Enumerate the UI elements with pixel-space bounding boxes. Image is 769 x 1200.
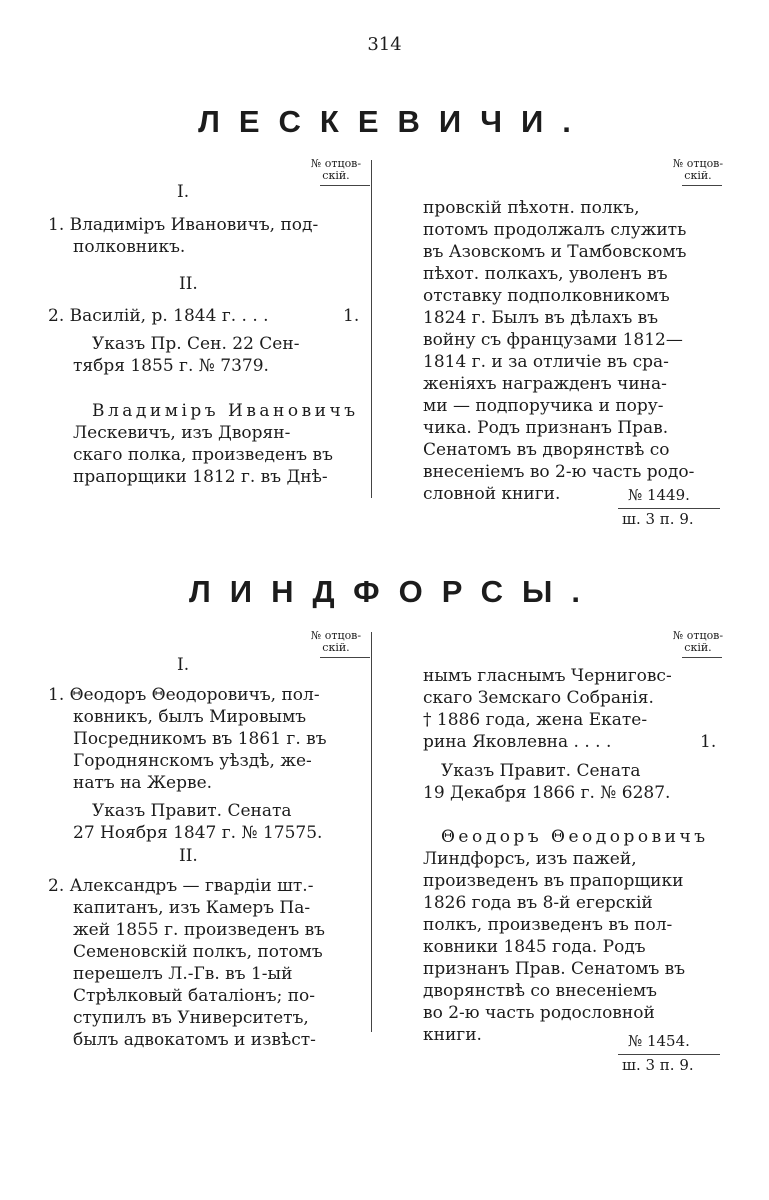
biography-line: пѣхот. полкахъ, уволенъ въ bbox=[423, 264, 668, 284]
biography-line: Сенатомъ въ дворянствѣ со bbox=[423, 440, 670, 460]
entry-line: былъ адвокатомъ и извѣст- bbox=[73, 1030, 316, 1050]
biography-line: полкъ, произведенъ въ пол- bbox=[423, 915, 673, 935]
generation-heading: II. bbox=[179, 846, 198, 866]
biography-line: Владиміръ Ивановичъ bbox=[92, 401, 359, 421]
section-title-leskevichi: ЛЕСКЕВИЧИ. bbox=[198, 104, 590, 139]
father-column-label: № отцов- скій. bbox=[672, 629, 724, 654]
generation-heading: I. bbox=[177, 182, 190, 202]
entry-line: перешелъ Л.-Гв. въ 1-ый bbox=[73, 964, 293, 984]
shelf-mark: ш. 3 п. 9. bbox=[622, 1056, 694, 1074]
shelf-mark: ш. 3 п. 9. bbox=[622, 510, 694, 528]
entry-line: Городнянскомъ уѣздѣ, же- bbox=[73, 751, 312, 771]
father-number: 1. bbox=[343, 306, 360, 326]
record-number: № 1449. bbox=[628, 486, 690, 504]
biography-line: потомъ продолжалъ служить bbox=[423, 220, 687, 240]
entry-line: натъ на Жерве. bbox=[73, 773, 213, 793]
generation-heading: II. bbox=[179, 274, 198, 294]
column-divider bbox=[371, 632, 372, 1032]
father-column-label: № отцов- скій. bbox=[310, 629, 362, 654]
father-number: 1. bbox=[700, 732, 717, 752]
section-title-lindforsy: ЛИНДФОРСЫ. bbox=[189, 574, 599, 609]
biography-line: внесеніемъ во 2-ю часть родо- bbox=[423, 462, 695, 482]
page-number: 314 bbox=[367, 34, 402, 55]
biography-line: † 1886 года, жена Екате- bbox=[423, 710, 648, 730]
biography-line: скаго полка, произведенъ въ bbox=[73, 445, 333, 465]
decree-line: Указъ Правит. Сената bbox=[92, 801, 292, 821]
column-header-rule bbox=[320, 185, 370, 186]
biography-line: нымъ гласнымъ Черниговс- bbox=[423, 666, 672, 686]
biography-line: Линдфорсъ, изъ пажей, bbox=[423, 849, 637, 869]
biography-line: провскій пѣхотн. полкъ, bbox=[423, 198, 640, 218]
biography-line: ми — подпоручика и пору- bbox=[423, 396, 664, 416]
column-header-rule bbox=[320, 657, 370, 658]
entry-line: жей 1855 г. произведенъ въ bbox=[73, 920, 325, 940]
entry-line: 1. Θеодоръ Θеодоровичъ, пол- bbox=[48, 685, 320, 705]
biography-line: 1824 г. Былъ въ дѣлахъ въ bbox=[423, 308, 659, 328]
generation-heading: I. bbox=[177, 655, 190, 675]
biography-line: во 2-ю часть родословной bbox=[423, 1003, 655, 1023]
biography-line: признанъ Прав. Сенатомъ въ bbox=[423, 959, 686, 979]
biography-line: Θеодоръ Θеодоровичъ bbox=[441, 827, 709, 847]
biography-line: дворянствѣ со внесеніемъ bbox=[423, 981, 657, 1001]
entry-line: 2. Александръ — гвардіи шт.- bbox=[48, 876, 314, 896]
biography-line: произведенъ въ прапорщики bbox=[423, 871, 684, 891]
biography-line: прапорщики 1812 г. въ Днѣ- bbox=[73, 467, 328, 487]
decree-line: 19 Декабря 1866 г. № 6287. bbox=[423, 783, 671, 803]
entry-line: 2. Василій, р. 1844 г. . . . bbox=[48, 306, 269, 326]
column-header-rule bbox=[682, 657, 722, 658]
decree-line: тября 1855 г. № 7379. bbox=[73, 356, 269, 376]
father-column-label: № отцов- скій. bbox=[672, 157, 724, 182]
entry-line: Стрѣлковый баталіонъ; по- bbox=[73, 986, 316, 1006]
biography-line: 1814 г. и за отличіе въ сра- bbox=[423, 352, 669, 372]
decree-line: 27 Ноября 1847 г. № 17575. bbox=[73, 823, 323, 843]
biography-line: Лескевичъ, изъ Дворян- bbox=[73, 423, 291, 443]
entry-line: капитанъ, изъ Камеръ Па- bbox=[73, 898, 311, 918]
record-number: № 1454. bbox=[628, 1032, 690, 1050]
decree-line: Указъ Пр. Сен. 22 Сен- bbox=[92, 334, 300, 354]
entry-line: ковникъ, былъ Мировымъ bbox=[73, 707, 307, 727]
biography-line: ковники 1845 года. Родъ bbox=[423, 937, 646, 957]
biography-line: женіяхъ награжденъ чина- bbox=[423, 374, 667, 394]
biography-line: въ Азовскомъ и Тамбовскомъ bbox=[423, 242, 687, 262]
father-column-label: № отцов- скій. bbox=[310, 157, 362, 182]
biography-line: словной книги. bbox=[423, 484, 561, 504]
biography-line: чика. Родъ признанъ Прав. bbox=[423, 418, 669, 438]
entry-line: 1. Владиміръ Ивановичъ, под- bbox=[48, 215, 319, 235]
biography-line: отставку подполковникомъ bbox=[423, 286, 670, 306]
entry-line: ступилъ въ Университетъ, bbox=[73, 1008, 309, 1028]
entry-line: Семеновскій полкъ, потомъ bbox=[73, 942, 323, 962]
biography-line: войну съ французами 1812— bbox=[423, 330, 683, 350]
biography-line: рина Яковлевна . . . . bbox=[423, 732, 612, 752]
biography-line: скаго Земскаго Собранія. bbox=[423, 688, 654, 708]
decree-line: Указъ Правит. Сената bbox=[441, 761, 641, 781]
column-header-rule bbox=[682, 185, 722, 186]
column-divider bbox=[371, 160, 372, 498]
entry-line: Посредникомъ въ 1861 г. въ bbox=[73, 729, 327, 749]
biography-line: книги. bbox=[423, 1025, 482, 1045]
biography-line: 1826 года въ 8-й егерскій bbox=[423, 893, 653, 913]
entry-line: полковникъ. bbox=[73, 237, 186, 257]
